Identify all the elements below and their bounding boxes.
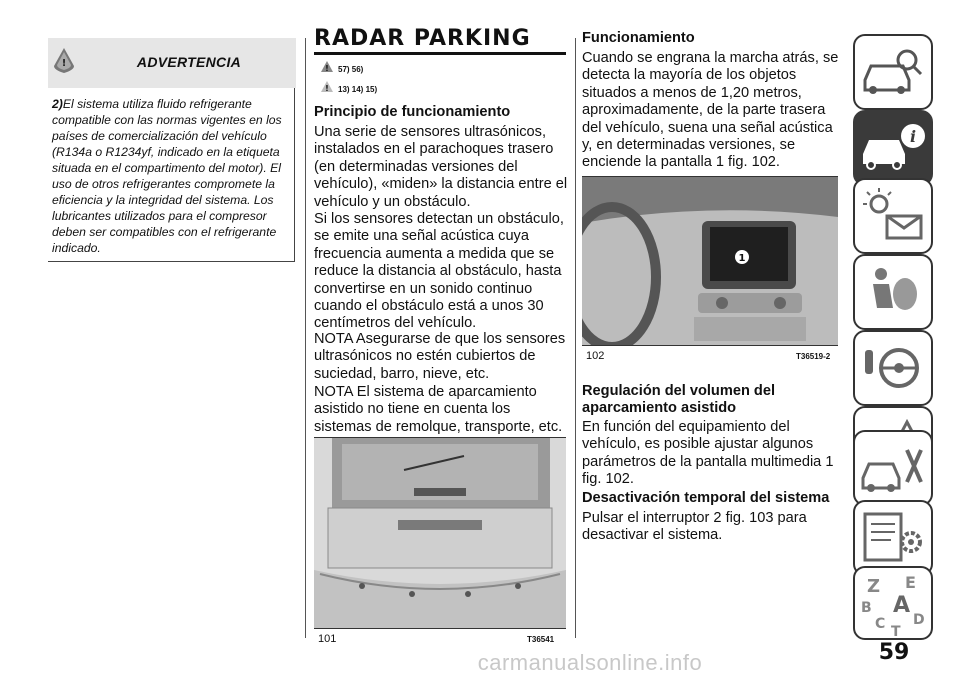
warning-border-bottom [48,261,295,262]
paragraph-operation: Cuando se engrana la marcha atrás, se detecta la mayoría de los objetos situados a menos de 1,20 metros, aproximadamente, de la parte trasera del vehículo, suena una señal acústica y, en determinadas versiones, se enciende la pantalla 1 fig. 102. [582,50,839,171]
settings-list-icon [855,502,931,574]
index-letter-e: E [905,573,916,592]
note-towing: NOTA El sistema de aparcamiento asistido no tiene en cuenta los sistemas de remolque, transporte, etc. [314,384,563,435]
note-sensors: NOTA Asegurarse de que los sensores ultrasónicos no estén cubiertos de suciedad, barro, nieve, etc. [314,331,566,382]
index-letter-a: A [893,593,911,618]
notice-refs: 13) 14) 15) [338,85,378,94]
index-letter-c: C [875,616,886,632]
heading-operation: Funcionamiento [582,30,695,46]
page-number: 59 [878,640,910,665]
svg-text:!: ! [325,64,329,73]
car-search-icon [855,36,931,108]
warning-text [52,96,294,256]
paragraph-principle-1: Una serie de sensores ultrasónicos, instalados en el parachoques trasero (en determinadas versiones del vehículo), «miden» la distancia entre el vehículo y un obstáculo. [314,124,568,210]
heading-volume: Regulación del volumen del aparcamiento asistido [582,383,775,416]
tab-vehicle-info[interactable] [853,110,933,186]
column-divider-1 [305,38,306,638]
column-divider-2 [575,38,576,638]
svg-text:!: ! [325,84,329,93]
figure-102-code: T36519-2 [796,352,831,361]
svg-text:i: i [909,127,917,146]
car-tools-icon [855,432,931,504]
paragraph-deactivation: Pulsar el interruptor 2 fig. 103 para desactivar el sistema. [582,510,807,544]
figure-102-bottom-rule [582,345,838,346]
warning-refs: 57) 56) [338,65,364,74]
steering-wheel-icon [855,332,931,404]
heading-deactivation: Desactivación temporal del sistema [582,490,830,506]
index-letter-b: B [861,600,872,616]
watermark: carmanualsonline.info [477,650,703,675]
figure-101-code: T36541 [527,635,555,644]
index-letter-d: D [913,612,925,628]
notice-triangle-icon [320,80,334,94]
warning-border-right [294,88,295,262]
tab-index[interactable] [853,566,933,640]
paragraph-volume: En función del equipamiento del vehículo, es posible ajustar algunos parámetros de la pantalla multimedia 1 fig. 102. [582,419,834,488]
warning-body: El sistema utiliza fluido refrigerante compatible con las normas vigentes en los países de comercialización del vehículo (R134a o R1234yf, indicado en la etiqueta situada en el compartimento del motor). El uso de otros refrigerantes compromete la eficiencia y la integridad del sistema. Los lubricantes utilizados para el compresor deben ser compatibles con el refrigerante indicado. [52,97,282,255]
airbag-icon [855,256,931,328]
warning-ref: 2) [52,97,63,111]
figure-102-image [582,177,838,345]
figure-102-callout: 1 [738,253,746,264]
tab-technical-data[interactable] [853,500,933,576]
tab-maintenance[interactable] [853,430,933,506]
section-title-rule [314,52,566,55]
figure-101-number: 101 [318,633,337,645]
figure-101-image [314,438,566,628]
paragraph-principle-2: Si los sensores detectan un obstáculo, se emite una señal acústica cuya frecuencia aumenta a medida que se reduce la distancia al obstáculo, hasta convertirse en un sonido continuo cuando el obstáculo está a unos 30 centímetros del vehículo. [314,211,564,332]
index-letter-t: T [891,624,901,638]
heading-principle: Principio de funcionamiento [314,104,511,120]
tab-lights-messages[interactable] [853,178,933,254]
index-letter-z: Z [867,576,881,597]
figure-101-bottom-rule [314,628,566,629]
lights-mail-icon [855,180,931,252]
svg-text:!: ! [61,58,67,69]
warning-title: ADVERTENCIA [136,54,242,70]
tab-dashboard-knowledge[interactable] [853,34,933,110]
tab-safety[interactable] [853,254,933,330]
car-info-icon [855,112,931,184]
figure-102-number: 102 [586,350,605,362]
warning-triangle-icon [320,60,334,74]
tab-starting-driving[interactable] [853,330,933,406]
warning-triangle-icon [52,46,76,76]
section-title: RADAR PARKING [314,26,531,51]
alphabet-index-icon [855,568,931,638]
